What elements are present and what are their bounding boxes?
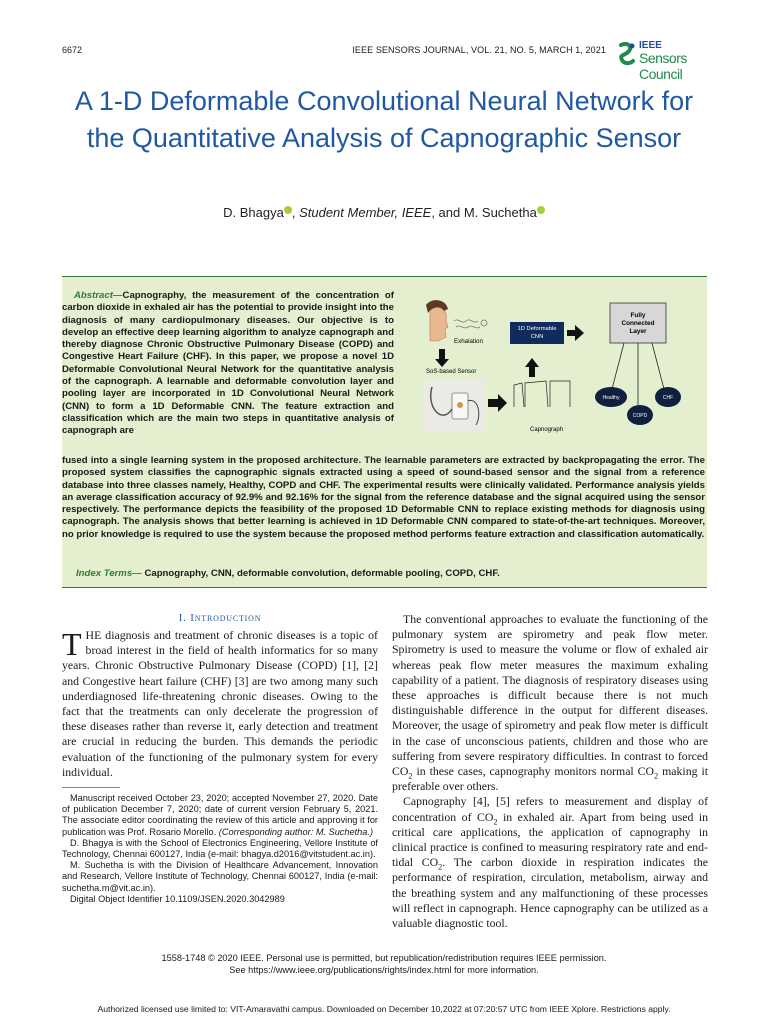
fig-label-exhalation: Exhalation bbox=[454, 338, 483, 345]
copyright-line-1: 1558-1748 © 2020 IEEE. Personal use is permitted, but republication/redistribution requires IEEE permission. bbox=[161, 953, 607, 963]
index-terms-text: Capnography, CNN, deformable convolution, deformable pooling, COPD, CHF. bbox=[144, 568, 500, 579]
footnotes bbox=[62, 793, 378, 905]
person-face-icon bbox=[426, 300, 448, 341]
fig-label-copd: COPD bbox=[632, 413, 648, 419]
section-title: Introduction bbox=[190, 612, 262, 624]
page-number: 6672 bbox=[62, 45, 83, 55]
right-arrow bbox=[567, 325, 584, 341]
footnote-corresponding: (Corresponding author: M. Suchetha.) bbox=[218, 826, 374, 837]
section-number: I. bbox=[178, 612, 187, 624]
footnote-author-2: M. Suchetha is with the Division of Healthcare Advancement, Innovation and Research, Vellore Institute of Technology, Chennai 600127, India (e-mail: suchetha.m@vit.ac.in). bbox=[62, 860, 378, 893]
logo-council-text: Sensors Council bbox=[639, 50, 687, 82]
author-1: D. Bhagya bbox=[223, 205, 284, 220]
right-arrow bbox=[488, 394, 507, 412]
abstract-body-narrow: Capnography, the measurement of the concentration of carbon dioxide in exhaled air has the potential to provide insight into the diagnosis of many cardiopulmonary diseases. Our objective is to develop an effective deep learning algorithm to analyze capnograph and thereby diagnose Chronic Obstructive Pulmonary Disease (COPD) and Congestive Heart Failure (CHF). In this paper, we propose a novel 1D Deformable Convolutional Neural Network for the quantitative analysis of the capnograph. A learnable and deformable convolution layer and pooling layer are incorporated in 1D Convolutional Neural Network (CNN) to form a 1D Deformable CNN. The feature extraction and classification which are the main two steps in quantitative analysis of capnograph are bbox=[62, 290, 394, 437]
author-line: D. Bhagya , Student Member, IEEE, and M. Suchetha bbox=[60, 205, 708, 220]
footnote-doi[interactable]: Digital Object Identifier 10.1109/JSEN.2020.3042989 bbox=[70, 893, 285, 904]
authorized-use-notice: Authorized licensed use limited to: VIT-Amaravathi campus. Downloaded on December 10,2022 at 07:20:57 UTC from IEEE Xplore. Restrictions apply. bbox=[97, 1004, 671, 1014]
exhalation-puff-icon bbox=[454, 320, 487, 328]
graphical-abstract-figure bbox=[418, 297, 708, 447]
copyright-notice bbox=[62, 953, 706, 976]
up-arrow bbox=[525, 358, 539, 377]
intro-paragraph-1-text: HE diagnosis and treatment of chronic diseases is a topic of broad interest in the field of health informatics for so many years. Chronic Obstructive Pulmonary Disease (COPD) [1], [2] and Congestive heart failure (CHF) [3] are two among many such underdiagnosed life-threatening chronic diseases. Owing to the fact that the treatments can only decelerate the progression of these diseases rather than reverse it, early detection and treatment are crucial in reducing the burden. This demands the periodic evaluation of the functioning of the pulmonary system for every individual. bbox=[62, 628, 378, 779]
intro-paragraph-3: Capnography [4], [5] refers to measurement and display of concentration of $CO_2$ in exhaled air. Apart from being used in critical care applications, the application of capnography in clinical practice is confined to measuring respiratory rate and end-tidal $CO_2$. The carbon dioxide in respiration indicates the performance of respiration, circulation, metabolism, airway and the breathing system and any malfunctioning of these processes will reflect in capnograph. Hence capnography can be utilized as a valuable diagnostic tool. bbox=[392, 794, 708, 931]
abstract-text-narrow: Abstract—Capnography, the measurement of the concentration of carbon dioxide in exhaled air has the potential to provide insight into the diagnosis of many cardiopulmonary diseases. Our objective is to develop an effective deep learning algorithm to analyze capnograph and thereby diagnose Chronic Obstructive Pulmonary Disease (COPD) and Congestive Heart Failure (CHF). In this paper, we propose a novel 1D Deformable Convolutional Neural Network for the quantitative analysis of the capnograph. A learnable and deformable convolution layer and pooling layer are incorporated in 1D Convolutional Neural Network (CNN) to form a 1D Deformable CNN. The feature extraction and classification which are the main two steps in quantitative analysis of capnograph are bbox=[62, 290, 394, 437]
index-terms-label: Index Terms bbox=[76, 568, 133, 579]
copyright-line-2[interactable]: See https://www.ieee.org/publications/rights/index.html for more information. bbox=[229, 964, 539, 975]
journal-header: IEEE SENSORS JOURNAL, VOL. 21, NO. 5, MARCH 1, 2021 bbox=[352, 45, 606, 55]
abstract-body-wide: fused into a single learning system in the proposed architecture. The learnable parameters are extracted by backpropagating the error. The proposed system classifies the capnographic signals extracted using a speed of sound-based sensor and the signal from a reference database into three classes namely, Healthy, COPD and CHF. The experimental results were clinically validated. Performance analysis yields an average classification accuracy of 92.9% and 92.16% for the signal from the reference database and the signal acquired using the sensor respectively. The performance depicts the feasibility of the proposed 1D Deformable CNN to replace existing methods for diagnosis using capnograph. The analysis shows that better learning is achieved in 1D Deformable CNN compared to state-of-the-art techniques. Moreover, no prior knowledge is required to use the system because the proposed method performs feature extraction and classification automatically. bbox=[62, 455, 705, 540]
drop-cap: T bbox=[62, 626, 82, 662]
sensor-device-photo bbox=[424, 379, 486, 431]
fig-label-capnograph: Capnograph bbox=[530, 427, 564, 433]
fig-label-healthy: Healthy bbox=[602, 395, 620, 401]
capnograph-plot bbox=[514, 381, 570, 407]
footnote-rule bbox=[62, 787, 120, 788]
section-heading bbox=[62, 612, 378, 624]
footnote-manuscript: Manuscript received October 23, 2020; accepted November 27, 2020. Date of publication December 7, 2020; date of current version February 5, 2021. The associate editor coordinating the review of this article and approving it for publication was Prof. Rosario Morello. bbox=[62, 793, 378, 837]
down-arrow bbox=[435, 349, 449, 367]
author-1-role: Student Member, IEEE bbox=[299, 205, 432, 220]
footnote-author-1: D. Bhagya is with the School of Electronics Engineering, Vellore Institute of Technology, Chennai 600127, India (e-mail: bhagya.d2016@vitstudent.ac.in). bbox=[62, 837, 378, 860]
fig-label-sensor: SoS-based Sensor bbox=[426, 369, 477, 375]
ieee-sensors-council-logo bbox=[617, 40, 717, 82]
intro-paragraph-1 bbox=[62, 628, 378, 780]
intro-paragraph-2: The conventional approaches to evaluate the functioning of the pulmonary system are spirometry and peak flow meter. Spirometry is used to measure the volume or flow of exhaled air whereas peak flow meter measures the maximum exhaling capability of a patient. The diagnosis of respiratory diseases using these approaches is difficult because there is not much distinguishable difference in the output for different diseases. Moreover, the usage of spirometry and peak flow meter is difficult in the case of unconscious patients, children and those who are suffering from severe respiratory difficulties. In contrast to forced $CO_2$ in these cases, capnography monitors normal $CO_2$ making it preferable over others. bbox=[392, 612, 708, 794]
sensors-council-icon bbox=[617, 42, 637, 66]
orcid-icon[interactable] bbox=[537, 206, 545, 214]
fig-label-chf: CHF bbox=[662, 395, 674, 401]
paper-title: A 1-D Deformable Convolutional Neural Network for the Quantitative Analysis of Capnographic Sensor bbox=[74, 86, 694, 153]
intro-right-column bbox=[392, 612, 708, 931]
index-terms: Index Terms— Capnography, CNN, deformable convolution, deformable pooling, COPD, CHF. bbox=[76, 568, 500, 579]
orcid-icon[interactable] bbox=[284, 206, 292, 214]
fig-label-cnn: 1D Deformable CNN bbox=[517, 326, 557, 340]
logo-ieee-text: IEEE bbox=[639, 40, 662, 51]
author-2: M. Suchetha bbox=[463, 205, 537, 220]
abstract-label: Abstract bbox=[74, 290, 113, 301]
fig-label-fc: Fully Connected Layer bbox=[621, 312, 655, 335]
